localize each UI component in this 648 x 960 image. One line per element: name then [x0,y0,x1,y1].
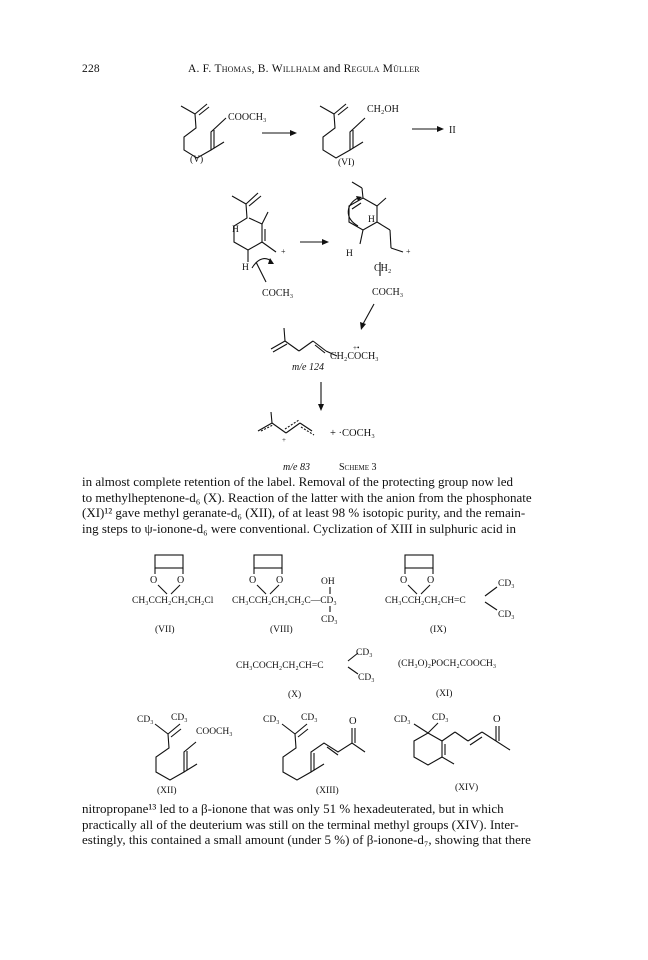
xi-formula: (CH₃O)₂POCH₂COOCH₃ [398,659,497,669]
body-paragraph-2 [82,801,580,848]
scheme3-left-structure [232,193,293,299]
viii-label: (VIII) [270,625,293,635]
paragraph-2-line-2: practically all of the deuterium was still on the terminal methyl groups (XIV). Inter- [82,816,519,832]
author-willhalm: Willhalm [271,63,321,75]
paragraph-1-line-3: (XI)¹² gave methyl geranate-d₆ (XII), of at least 98 % isotopic purity, and the remain- [82,505,526,521]
paragraph-2-line-1: nitropropane¹³ led to a β-ionone that was only 51 % hexadeuterated, but in which [82,801,504,816]
viii-oh: OH [321,577,335,587]
author-muller: Regula Müller [343,63,420,75]
author-thomas: Thomas [214,63,252,75]
viii-cd3: CD₃ [321,615,338,625]
plus-acetyl-label: + ·COCH₃ [330,428,375,439]
fragment-me124 [271,328,379,362]
right-h-label-ring: H [368,215,375,225]
paragraph-1-line-2: to methylheptenone-d₆ (X). Reaction of the latter with the anion from the phosphonate [82,489,532,505]
ix-cd3-bottom: CD₃ [498,610,515,620]
paragraph-1-line-4: ing steps to ψ-ionone-d₆ were conventional. Cyclization of XIII in sulphuric acid in [82,520,516,536]
authors-prefix: A. F. [188,63,215,75]
vi-compound-label: (VI) [338,158,355,168]
xiv-cd3-right: CD₃ [432,713,449,723]
svg-text:+: + [406,247,411,256]
xii-cd3-left: CD₃ [137,715,154,725]
xiv-cd3-left: CD₃ [394,715,411,725]
authors-sep1: , B. [251,63,272,75]
structure-ix [385,555,515,635]
x-cd3-top: CD₃ [356,648,373,658]
right-coch3-label: COCH₃ [372,287,404,298]
paragraph-1-line-1: in almost complete retention of the label. Removal of the protecting group now led [82,474,514,489]
structure-xiv [394,713,510,793]
v-compound-label: (V) [190,155,204,165]
x-cd3-bottom: CD₃ [358,673,375,683]
structure-xiii [263,713,365,796]
vii-o-right: O [177,575,185,586]
xii-cooch3: COOCH₃ [196,727,233,737]
xiii-label: (XIII) [316,786,339,796]
h-label-bottom: H [242,263,249,273]
viii-o-left: O [249,575,257,586]
fragment-ch2coch3-label: CH₂COCH₃ [330,351,379,362]
structure-vi [320,104,399,168]
structure-xii [137,713,233,796]
xiii-cd3-left: CD₃ [263,715,280,725]
ix-o-left: O [400,575,408,586]
viii-formula: CH₃CCH₂CH₂CH₂C—CD₃ [232,596,337,606]
scheme3-label: Scheme 3 [339,462,377,473]
structure-xi [398,658,496,699]
xi-label: (XI) [436,689,453,699]
vi-ch2oh-label: CH₂OH [367,104,399,115]
x-label: (X) [288,690,302,700]
authors-sep2: and [320,63,344,75]
xii-label: (XII) [157,786,177,796]
left-coch3-label: COCH₃ [262,288,294,299]
structure-v [181,104,267,165]
x-formula: CH₃COCH₂CH₂CH=C [236,661,324,671]
arrow-fragmentation [363,304,374,324]
xii-cd3-right: CD₃ [171,713,188,723]
ix-label: (IX) [430,625,447,635]
vii-o-left: O [150,575,158,586]
fragment-me83 [258,412,375,444]
me83-label: m/e 83 [283,462,310,473]
h-label-top: H [232,225,239,235]
right-ch2-label: CH₂ [374,263,392,274]
v-cooch3-label: COOCH₃ [228,112,267,123]
right-h-label: H [346,249,353,259]
structure-x [236,648,375,700]
ix-cd3-top: CD₃ [498,579,515,589]
structure-viii [232,555,338,635]
body-paragraph-1 [82,474,580,536]
page-number: 228 [82,63,100,75]
structure-vii [132,555,214,635]
paragraph-2-line-3: estingly, this contained a small amount (under 5 %) of β-ionone-d₇, showing that there [82,832,531,848]
svg-text:+•: +• [353,344,360,352]
xiii-cd3-right: CD₃ [301,713,318,723]
viii-o-right: O [276,575,284,586]
ix-formula: CH₃CCH₂CH₂CH=C [385,596,466,606]
xiii-carbonyl-o: O [349,716,357,727]
vii-formula: CH₃CCH₂CH₂CH₂Cl [132,596,214,606]
xiv-label: (XIV) [455,783,479,793]
svg-text:+: + [281,247,286,256]
vii-label: (VII) [155,625,175,635]
svg-text:+: + [282,436,286,444]
scheme3-right-structure [346,182,411,298]
xiv-carbonyl-o: O [493,714,501,725]
compound-ii-label: II [449,125,456,136]
ix-o-right: O [427,575,435,586]
me124-label: m/e 124 [292,362,324,373]
